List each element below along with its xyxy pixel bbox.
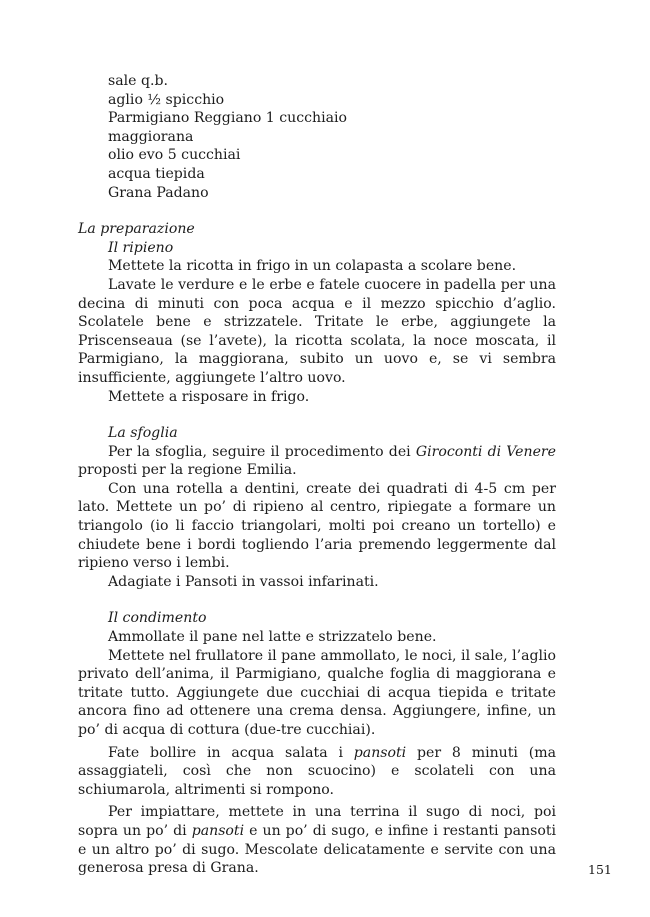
ingredient-list (108, 72, 556, 202)
sfoglia-paragraph-3: Adagiate i Pansoti in vassoi infarinati. (108, 573, 379, 590)
ripieno-title: Il ripieno (108, 239, 174, 256)
condimento-p4-text-b: e un po’ di sugo, e infine i restanti pansoti e un altro po’ di sugo. Mescolate delicatamente e servite con una generosa presa di Grana. (78, 822, 556, 877)
condimento-paragraph-1: Ammollate il pane nel latte e strizzatelo bene. (108, 629, 437, 646)
ingredient-item: aglio ½ spicchio (108, 91, 225, 108)
page-number: 151 (588, 862, 612, 877)
sfoglia-p1-text-a: Per la sfoglia, seguire il procedimento dei (108, 443, 416, 460)
sfoglia-paragraph-1 (78, 443, 556, 480)
condimento-p4-emphasis: pansoti (191, 822, 245, 839)
ingredient-item: maggiorana (108, 128, 194, 145)
ripieno-paragraph-3: Mettete a risposare in frigo. (108, 388, 310, 405)
section-title: La preparazione (78, 221, 195, 238)
sfoglia-paragraph-2: Con una rotella a dentini, create dei quadrati di 4-5 cm per lato. Mettete un po’ di ripieno al centro, ripiegate a formare un triangolo (io li faccio triangolari, molti poi creano un tortello) e chiudete bene i bordi togliendo l’aria premendo leggermente dal ripieno verso i lembi. (78, 480, 556, 572)
condimento-title: Il condimento (108, 610, 207, 627)
ingredient-item: acqua tiepida (108, 165, 205, 182)
ingredient-item: sale q.b. (108, 73, 168, 89)
condimento-p3-text-a: Fate bollire in acqua salata i (108, 744, 354, 761)
sfoglia-p1-text-b: proposti per la regione Emilia. (78, 462, 297, 479)
condimento-p3-emphasis: pansoti (353, 744, 407, 761)
condimento-p4-text-a: Per impiattare, mettete in una terrina il sugo di noci, poi sopra un po’ di (78, 804, 556, 839)
ripieno-paragraph-1: Mettete la ricotta in frigo in un colapasta a scolare bene. (108, 258, 517, 275)
condimento-paragraph-2: Mettete nel frullatore il pane ammollato, le noci, il sale, l’aglio privato dell’anima, il Parmigiano, qualche foglia di maggiorana e tritate tutto. Aggiungete due cucchiai di acqua tiepida e tritate ancora fino ad ottenere una crema densa. Aggiungere, infine, un po’ di acqua di cottura (due-tre cucchiai). (78, 647, 556, 738)
condimento-p3-text-b: per 8 minuti (ma assaggiateli, così che non scuocino) e scolateli con una schiumarola, altrimenti si rompono. (78, 744, 556, 798)
recipe-page (78, 72, 556, 878)
ripieno-paragraph-2: Lavate le verdure e le erbe e fatele cuocere in padella per una decina di minuti con poca acqua e il mezzo spicchio d’aglio. Scolatele bene e strizzatele. Tritate le erbe, aggiungete la Priscenseaua (se l’avete), la ricotta scolata, la noce moscata, il Parmigiano, la maggiorana, subito un uovo e, se vi sembra insufficiente, aggiungete l’altro uovo. (78, 276, 556, 386)
ingredient-item: Grana Padano (108, 184, 209, 201)
sfoglia-p1-emphasis: Giroconti di Venere (415, 443, 556, 460)
ingredient-item: Parmigiano Reggiano 1 cucchiaio (108, 110, 347, 127)
sfoglia-title: La sfoglia (108, 425, 178, 442)
condimento-paragraph-4 (78, 803, 556, 877)
condimento-paragraph-3 (78, 744, 556, 800)
ingredient-item: olio evo 5 cucchiai (108, 147, 241, 164)
